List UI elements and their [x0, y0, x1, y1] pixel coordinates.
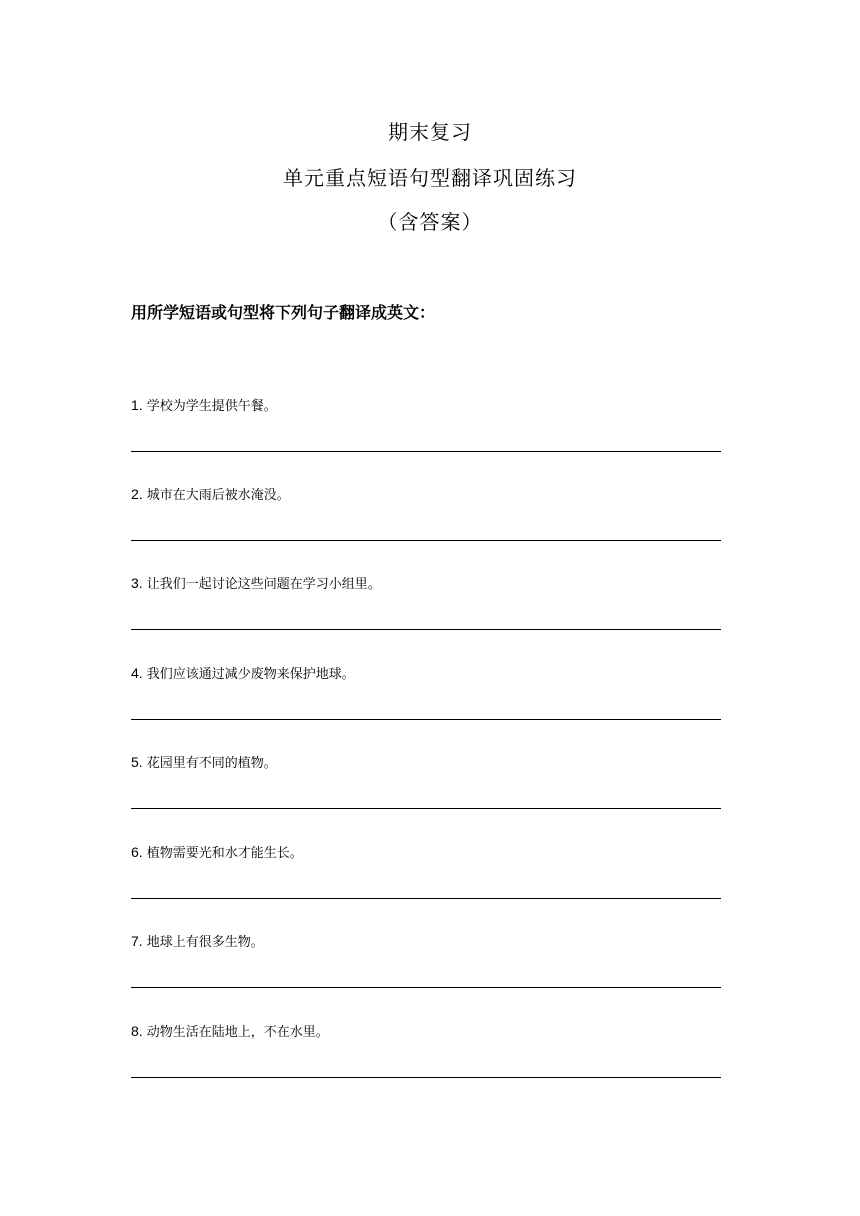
question-item — [131, 753, 721, 813]
answer-line[interactable] — [131, 719, 721, 720]
question-number: 7. — [131, 933, 143, 949]
question-body: 植物需要光和水才能生长。 — [146, 846, 303, 861]
question-item — [131, 396, 721, 456]
question-number: 6. — [131, 844, 143, 860]
question-text — [131, 932, 264, 952]
question-item — [131, 574, 721, 634]
answer-line[interactable] — [131, 898, 721, 899]
question-text — [131, 1022, 329, 1042]
answer-line[interactable] — [131, 629, 721, 630]
document-subtitle: 单元重点短语句型翻译巩固练习 — [283, 166, 577, 190]
question-number: 3. — [131, 575, 143, 591]
question-text — [131, 664, 355, 684]
answer-line[interactable] — [131, 540, 721, 541]
question-text — [131, 485, 290, 505]
question-body: 让我们一起讨论这些问题在学习小组里。 — [146, 577, 381, 592]
document-subtitle-note: （含答案） — [377, 210, 483, 234]
question-body: 我们应该通过减少废物来保护地球。 — [146, 667, 355, 682]
question-text — [131, 396, 277, 416]
answer-line[interactable] — [131, 1077, 721, 1078]
answer-line[interactable] — [131, 808, 721, 809]
question-number: 5. — [131, 754, 143, 770]
question-number: 1. — [131, 397, 143, 413]
question-item — [131, 485, 721, 545]
question-text — [131, 843, 303, 863]
question-number: 2. — [131, 486, 143, 502]
question-text — [131, 753, 277, 773]
question-item — [131, 664, 721, 724]
question-text — [131, 574, 381, 594]
question-item — [131, 932, 721, 992]
question-number: 8. — [131, 1023, 143, 1039]
question-body: 城市在大雨后被水淹没。 — [146, 488, 290, 503]
question-body: 地球上有很多生物。 — [146, 935, 264, 950]
answer-line[interactable] — [131, 451, 721, 452]
question-item — [131, 1022, 721, 1082]
answer-line[interactable] — [131, 987, 721, 988]
question-body: 学校为学生提供午餐。 — [146, 399, 277, 414]
question-item — [131, 843, 721, 903]
question-body: 花园里有不同的植物。 — [146, 756, 277, 771]
instruction-heading: 用所学短语或句型将下列句子翻译成英文： — [131, 303, 436, 322]
question-body: 动物生活在陆地上，不在水里。 — [146, 1025, 329, 1040]
document-title: 期末复习 — [388, 120, 472, 144]
question-number: 4. — [131, 665, 143, 681]
